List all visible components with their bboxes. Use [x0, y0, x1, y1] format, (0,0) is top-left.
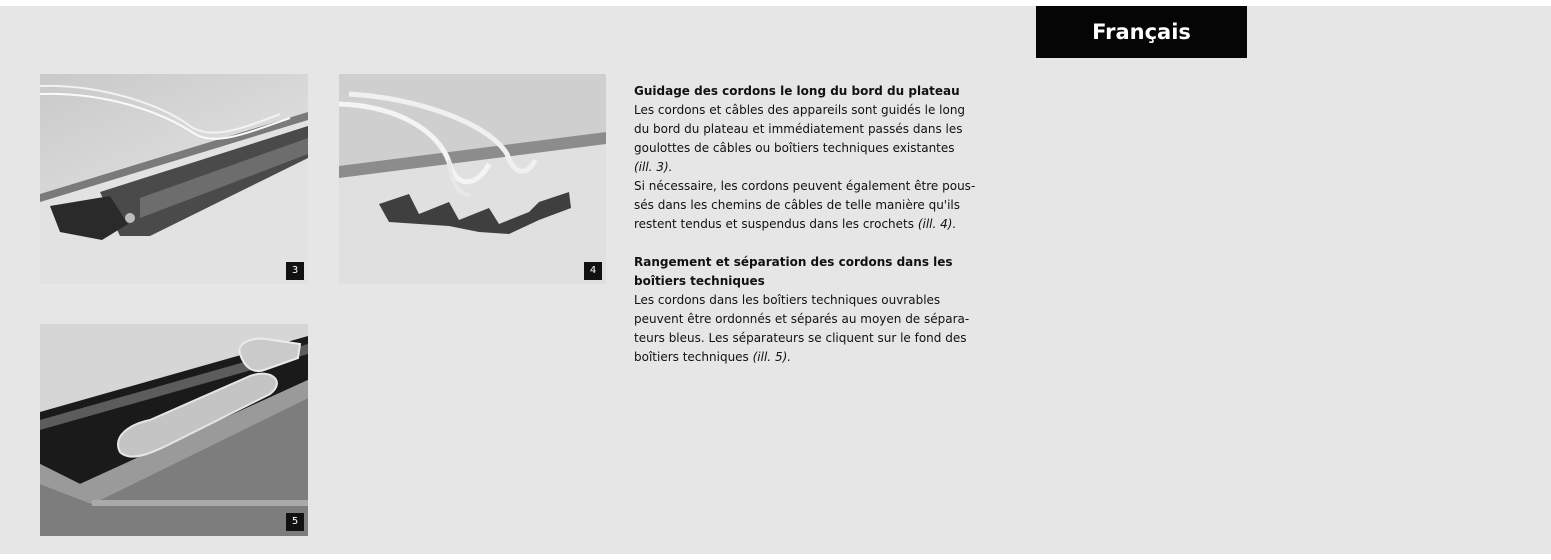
figure-number-3: 3 [286, 262, 304, 280]
figure-reference: (ill. 4). [917, 217, 957, 231]
line: du bord du plateau et immédiatement passés dans les [634, 122, 963, 136]
figure-5-photo [40, 324, 308, 536]
figure-number-5: 5 [286, 513, 304, 531]
line: teurs bleus. Les séparateurs se cliquent sur le fond des [634, 331, 967, 345]
figure-reference: (ill. 3). [634, 160, 673, 174]
desk-edge-cable-image [40, 74, 308, 284]
instructions-text [634, 82, 1044, 367]
figure-number-4: 4 [584, 262, 602, 280]
language-tab: Français [1036, 6, 1247, 58]
line: boîtiers techniques [634, 350, 753, 364]
paragraph-gap [634, 234, 1044, 253]
line: sés dans les chemins de câbles de telle manière qu'ils [634, 198, 961, 212]
section-2-paragraph [634, 291, 1044, 367]
figure-3-photo [40, 74, 308, 284]
line: Les cordons et câbles des appareils sont guidés le long [634, 103, 966, 117]
section-1-paragraph-2 [634, 177, 1044, 234]
line: Si nécessaire, les cordons peuvent également être pous- [634, 179, 976, 193]
line: peuvent être ordonnés et séparés au moyen de sépara- [634, 312, 970, 326]
section-2-heading [634, 253, 1044, 291]
figure-4-photo [339, 74, 606, 284]
cable-box-separators-image [40, 324, 308, 536]
section-1-paragraph-1 [634, 101, 1044, 177]
heading-line: boîtiers techniques [634, 274, 765, 288]
line: Les cordons dans les boîtiers techniques ouvrables [634, 293, 941, 307]
manual-page [0, 6, 1551, 554]
figure-reference: (ill. 5). [752, 350, 792, 364]
line: restent tendus et suspendus dans les crochets [634, 217, 918, 231]
section-1-heading: Guidage des cordons le long du bord du plateau [634, 84, 960, 98]
line: goulottes de câbles ou boîtiers techniques existantes [634, 141, 955, 155]
heading-line: Rangement et séparation des cordons dans les [634, 255, 953, 269]
cable-hooks-image [339, 74, 606, 284]
